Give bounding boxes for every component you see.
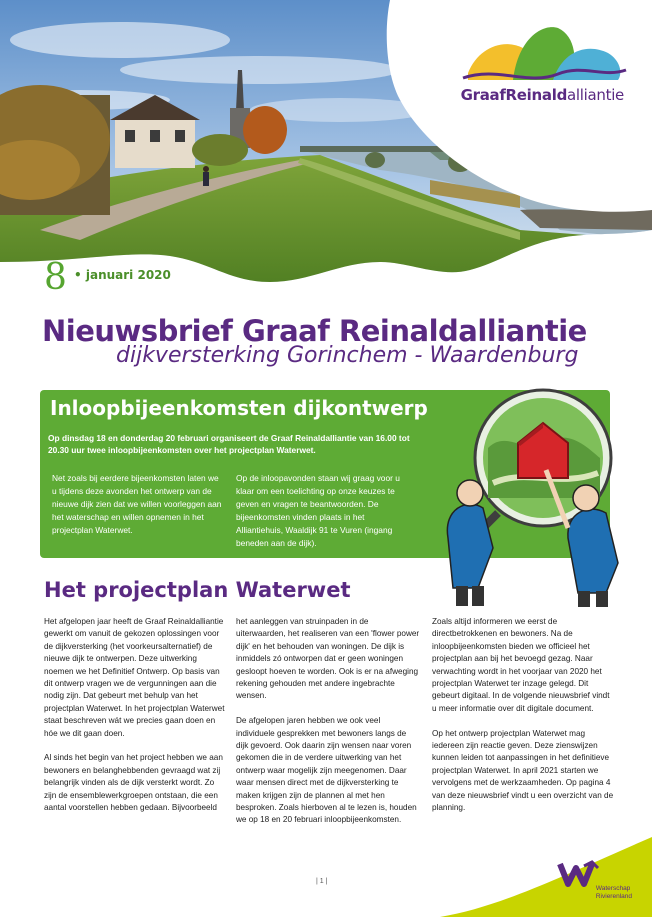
- waterschap-line-2: Rivierenland: [595, 893, 632, 900]
- article-paragraph: het aanleggen van struinpaden in de uiterwaarden, het realiseren van een 'flower power dijk' en het behouden van woningen. De dijk is inmiddels zó ontworpen dat er geen woningen gesloopt hoeven te worden. Ook is er na afweging rekening gehouden met andere ingebrachte wensen.: [236, 617, 420, 701]
- article-column-1: [44, 616, 228, 827]
- issue-date: • januari 2020: [74, 268, 171, 282]
- magnifier-illustration: [428, 388, 638, 610]
- article-column-3: [432, 616, 616, 827]
- logo-wordmark: [461, 86, 624, 104]
- article-paragraph: Al sinds het begin van het project hebben we aan bewoners en belanghebbenden gevraagd wat zij belangrijk vinden als de dijk versterkt wordt. Zo zijn de ensemblewerkgroepen ontstaan, die een aantal voorstellen hebben gedaan. Bijvoorbeeld: [44, 753, 223, 813]
- page-number: | 1 |: [316, 878, 328, 885]
- article-paragraph: Zoals altijd informeren we eerst de directbetrokkenen en bewoners. Na de inloopbijeenkomsten bieden we officieel het projectplan aan bij het bevoegd gezag. Naar verwachting wordt in het voorjaar van 2020 het projectplan Waterwet ter inzage gelegd. Dit gebeurt digitaal. In de volgende nieuwsbrief vindt u meer informatie over dit digitale document.: [432, 617, 610, 713]
- waterschap-name: [596, 885, 632, 901]
- feature-column-2: Op de inloopavonden staan wij graag voor u klaar om een toelichting op onze keuzes te geven en vragen te beantwoorden. De bijeenkomsten vinden plaats in het Alliantiehuis, Waaldijk 91 te Vuren (ingang beneden aan de dijk).: [236, 473, 400, 548]
- article-column-2: [236, 616, 420, 839]
- logo-text-light: alliantie: [567, 86, 624, 104]
- issue-date-text: januari 2020: [85, 268, 171, 282]
- footer-wave-decoration: [440, 837, 652, 917]
- article-paragraph: Op het ontwerp projectplan Waterwet mag iedereen zijn reactie geven. Deze zienswijzen kunnen leiden tot aanpassingen in het definitieve projectplan Waterwet. In april 2021 starten we vervolgens met de werkzaamheden. Op pagina 4 van deze nieuwsbrief vindt u een overzicht van de planning.: [432, 728, 614, 813]
- logo-text-bold: GraafReinald: [460, 86, 568, 104]
- section-title: Het projectplan Waterwet: [44, 578, 351, 602]
- feature-title: Inloopbijeenkomsten dijkontwerp: [50, 396, 428, 420]
- feature-column-1: Net zoals bij eerdere bijeenkomsten laten we u tijdens deze avonden het ontwerp van de nieuwe dijk zien dat we willen voorleggen aan het waterschap en willen opnemen in het projectplan Waterwet.: [52, 473, 222, 535]
- issue-info: [44, 257, 171, 298]
- newsletter-subtitle: dijkversterking Gorinchem - Waardenburg: [116, 343, 579, 368]
- newsletter-title: Nieuwsbrief Graaf Reinaldalliantie: [42, 314, 587, 348]
- article-paragraph: Het afgelopen jaar heeft de Graaf Reinaldalliantie gewerkt om vanuit de gekozen oplossingen voor de dijkversterking (het voorkeursalternatief) de nieuwe dijk te ontwerpen. Deze uitwerking noemen we het Definitief Ontwerp. Op basis van dit ontwerp vragen we de vergunningen aan die nodig zijn. Dat gebeurt met behulp van het projectplan Waterwet. In het projectplan Waterwet staat beschreven wát we precies gaan doen en hóe we dit gaan doen.: [44, 617, 225, 738]
- waterschap-line-1: Waterschap: [595, 885, 631, 892]
- article-paragraph: De afgelopen jaren hebben we ook veel individuele gesprekken met bewoners langs de dijk gevoerd. Ook daarin zijn wensen naar voren gekomen die in de verdere uitwerking van het ontwerp waar mogelijk zijn meegenomen. Daar waar mensen direct met de dijkversterking te maken krijgen zijn de plannen al met hen besproken. Zoals hierboven al te lezen is, houden we op 18 en 20 februari inloopbijeenkomsten.: [236, 716, 417, 825]
- feature-intro: Op dinsdag 18 en donderdag 20 februari organiseert de Graaf Reinaldalliantie van 16.00 tot 20.30 uur twee inloopbijeenkomsten over het projectplan Waterwet.: [48, 433, 410, 455]
- issue-number: 8: [44, 257, 67, 298]
